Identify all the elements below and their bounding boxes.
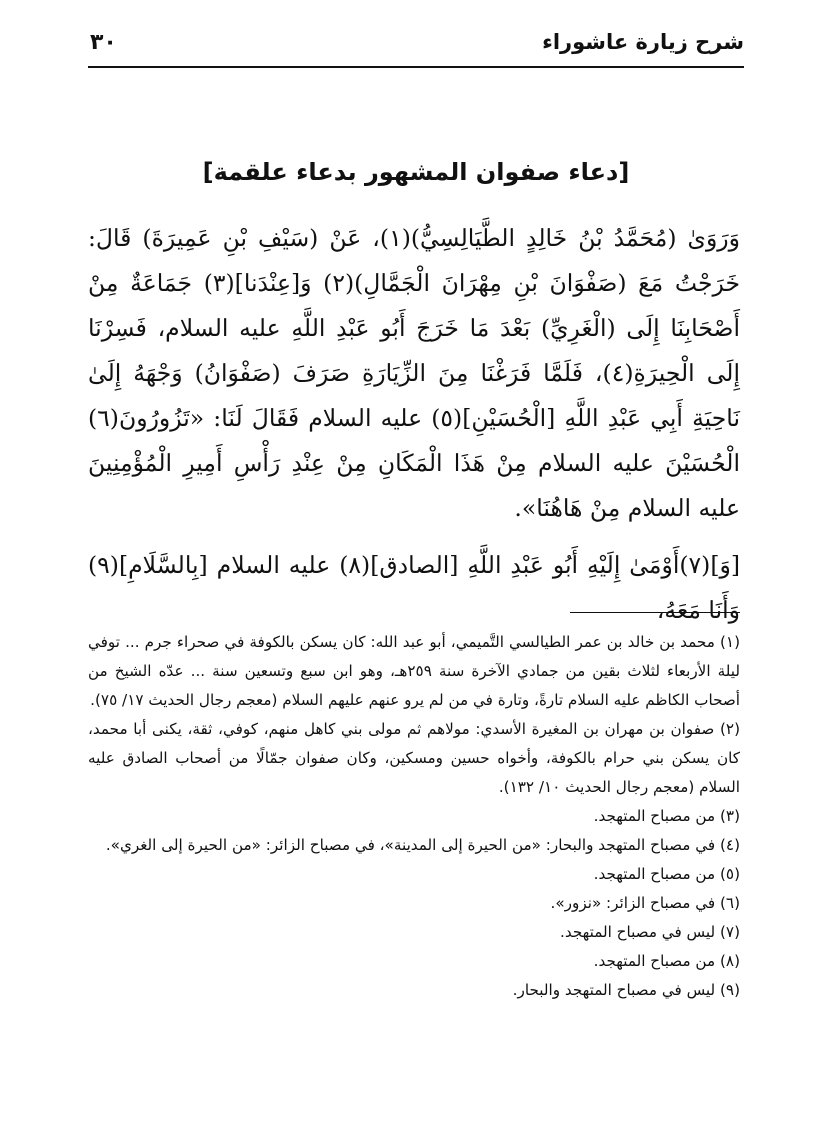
- footnote-6: (٦) في مصباح الزائر: «نزور».: [550, 894, 740, 912]
- running-header: [90, 24, 744, 64]
- page-number: ٣٠: [90, 30, 117, 55]
- footnote-7: (٧) ليس في مصباح المتهجد.: [560, 923, 740, 941]
- main-text: [88, 216, 740, 633]
- footnote-9: (٩) ليس في مصباح المتهجد والبحار.: [512, 981, 740, 999]
- footnote-3: (٣) من مصباح المتهجد.: [593, 807, 740, 825]
- footnote-8: (٨) من مصباح المتهجد.: [593, 952, 740, 970]
- section-title: [دعاء صفوان المشهور بدعاء علقمة]: [202, 158, 630, 186]
- footnote-5: (٥) من مصباح المتهجد.: [593, 865, 740, 883]
- footnote-1: (١) محمد بن خالد بن عمر الطيالسي التَّميمي، أبو عبد الله: كان يسكن بالكوفة في صحراء جرم ... توفي ليلة الأربعاء لثلاث بقين من جمادي الآخرة سنة ٢٥٩هـ، وهو ابن سبع وتسعين سنة ... عدّه الشيخ من أصحاب الكاظم عليه السلام تارةً، وتارة في من لم يرو عنهم عليهم السلام (معجم رجال الحديث ١٧/ ٧٥).: [88, 633, 740, 709]
- header-divider: [88, 66, 744, 68]
- footnotes: [88, 628, 740, 1005]
- footnote-2: (٢) صفوان بن مهران بن المغيرة الأسدي: مولاهم ثم مولى بني كاهل منهم، كوفي، ثقة، يكنى أبا محمد، كان يسكن بني حرام بالكوفة، وأخواه حسين ومسكين، وكان صفوان جمّالًا من أصحاب الصادق عليه السلام (معجم رجال الحديث ١٠/ ١٣٢).: [88, 720, 740, 796]
- footnote-divider: [570, 612, 740, 613]
- main-paragraph-1: وَرَوَىٰ (مُحَمَّدُ بْنُ خَالِدٍ الطَّيَالِسِيُّ)(١)، عَنْ (سَيْفِ بْنِ عَمِيرَةَ) قَالَ: خَرَجْتُ مَعَ (صَفْوَانَ بْنِ مِهْرَانَ الْجَمَّالِ)(٢) وَ[عِنْدَنا](٣) جَمَاعَةٌ مِنْ أَصْحَابِنَا إِلَى (الْغَرِيِّ) بَعْدَ مَا خَرَجَ أَبُو عَبْدِ اللَّهِ عليه السلام، فَسِرْنَا إِلَى الْحِيرَةِ(٤)، فَلَمَّا فَرَغْنَا مِنَ الزِّيَارَةِ صَرَفَ (صَفْوَانُ) وَجْهَهُ إِلَىٰ نَاحِيَةِ أَبِي عَبْدِ اللَّهِ [الْحُسَيْنِ](٥) عليه السلام فَقَالَ لَنَا: «تَزُورُونَ(٦) الْحُسَيْنَ عليه السلام مِنْ هَذَا الْمَكَانِ مِنْ عِنْدِ رَأْسِ أَمِيرِ الْمُؤْمِنِينَ عليه السلام مِنْ هَاهُنَا».: [88, 224, 740, 522]
- footnote-4: (٤) في مصباح المتهجد والبحار: «من الحيرة إلى المدينة»، في مصباح الزائر: «من الحيرة إلى الغري».: [105, 836, 740, 854]
- main-paragraph-2: [وَ](٧)أَوْمَىٰ إِلَيْهِ أَبُو عَبْدِ اللَّهِ [الصادق](٨) عليه السلام [بِالسَّلَامِ](٩) وَأَنَا مَعَهُ،: [88, 551, 741, 624]
- running-header-title: شرح زيارة عاشوراء: [542, 30, 744, 54]
